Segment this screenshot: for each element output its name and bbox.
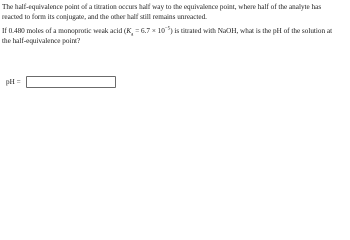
intro-text: The half-equivalence point of a titration occurs half way to the equivalence point, where half of the analyte has reacted to form its conjugate, and the other half still remains unreacted. — [2, 3, 322, 21]
ka-equals: = 6.7 × 10 — [133, 27, 165, 35]
prompt-start: If 0.480 moles of a monoprotic weak acid ( — [2, 27, 127, 35]
answer-row — [6, 75, 116, 89]
ka-exponent: −5 — [164, 26, 171, 32]
intro-paragraph — [2, 2, 342, 22]
question-prompt — [2, 26, 342, 46]
ka-symbol: K — [126, 27, 132, 35]
ka-subscript: a — [131, 32, 134, 38]
ph-label: pH = — [6, 78, 21, 86]
ph-answer-input[interactable] — [26, 76, 116, 88]
prompt-end: ) is titrated with NaOH, what is the pH of the solution at the half-equivalence point? — [2, 27, 333, 45]
